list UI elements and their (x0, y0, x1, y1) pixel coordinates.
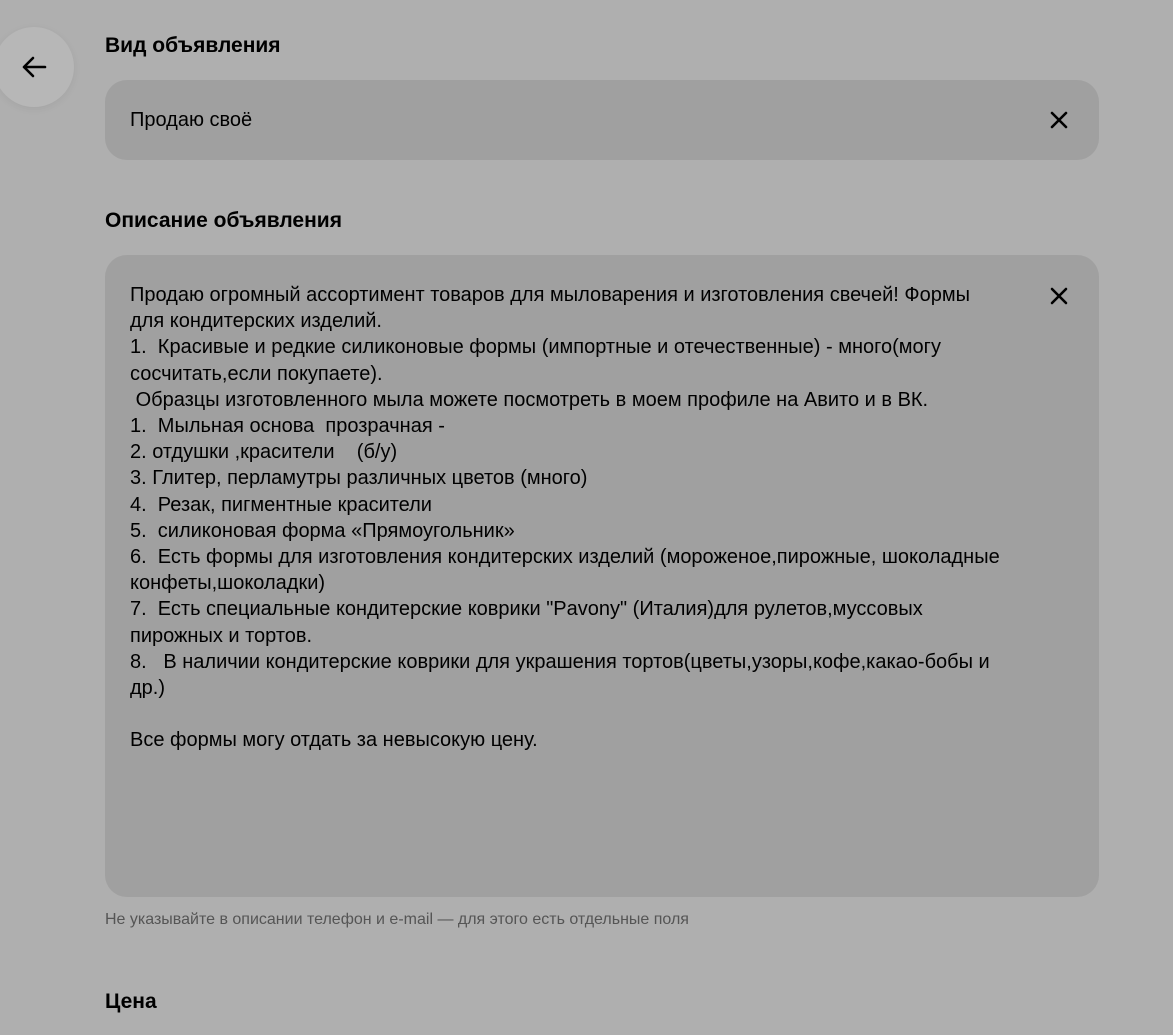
price-title: Цена (105, 990, 157, 1013)
close-icon[interactable] (1047, 108, 1071, 132)
listing-type-value: Продаю своё (130, 109, 253, 131)
listing-type-title: Вид объявления (105, 34, 281, 57)
back-button[interactable] (0, 27, 74, 107)
close-icon[interactable] (1047, 284, 1071, 308)
description-title: Описание объявления (105, 209, 342, 232)
description-text: Продаю огромный ассортимент товаров для мыловарения и изготовления свечей! Формы для кондитерских изделий. 1. Красивые и редкие силиконовые формы (импортные и отечественные) - много(могу сосчитать,если покупаете). Образцы изготовленного мыла можете посмотреть в моем профиле на Авито и в ВК. 1. Мыльная основа прозрачная - 2. отдушки ,красители (б/у) 3. Глитер, перламутры различных цветов (много) 4. Резак, пигментные красители 5. силиконовая форма «Прямоугольник» 6. Есть формы для изготовления кондитерских изделий (мороженое,пирожные, шоколадные конфеты,шоколадки) 7. Есть специальные кондитерские коврики "Pavony" (Италия)для рулетов,муссовых пирожных и тортов. 8. В наличии кондитерские коврики для украшения тортов(цветы,узоры,кофе,какао-бобы и др.) Все формы могу отдать за невысокую цену. (130, 284, 1000, 752)
description-hint: Не указывайте в описании телефон и e-mail — для этого есть отдельные поля (105, 911, 689, 928)
arrow-left-icon (21, 56, 47, 78)
listing-type-field[interactable] (105, 80, 1099, 160)
description-field[interactable] (105, 255, 1099, 897)
